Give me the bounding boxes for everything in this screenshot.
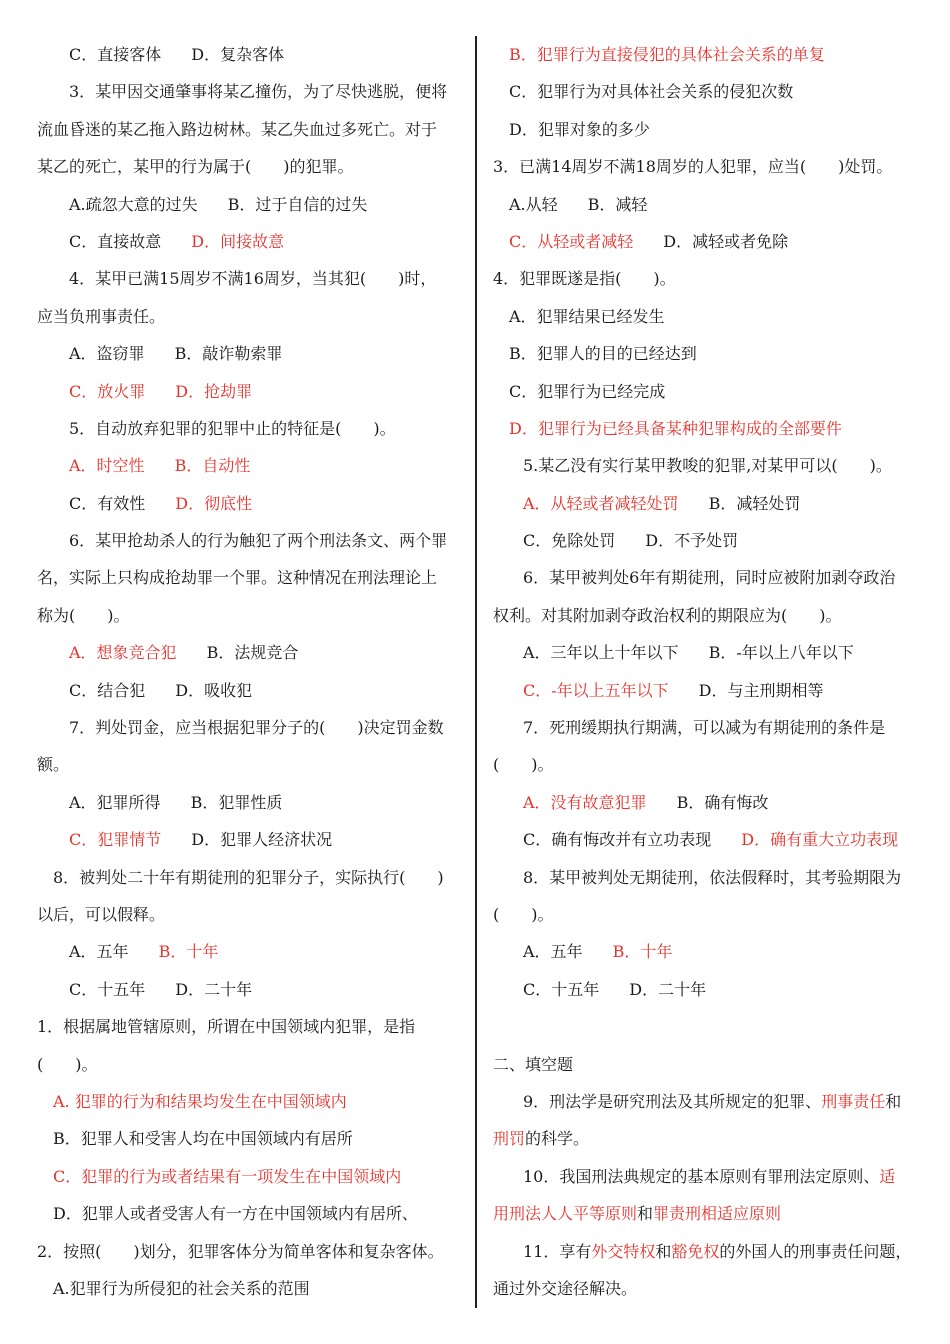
option-b: B．法规竞合	[206, 643, 299, 663]
question-6-text: 权利。对其附加剥夺政治权利的期限应为( )。	[493, 605, 842, 625]
question-1-text: 1．根据属地管辖原则，所谓在中国领域内犯罪，是指	[37, 1017, 416, 1037]
question-6-text: 6．某甲抢劫杀人的行为触犯了两个刑法条文、两个罪	[69, 531, 448, 551]
option-a: A.从轻	[509, 194, 558, 214]
option-c: C．直接故意	[69, 231, 162, 251]
question-8-text: ( )。	[493, 904, 554, 924]
question-3-text: 3．已满14周岁不满18周岁的人犯罪，应当( )处罚。	[493, 157, 893, 177]
option-d: D．犯罪对象的多少	[509, 119, 650, 139]
option-b: B．减轻	[587, 194, 648, 214]
option-d-answer: D．确有重大立功表现	[741, 830, 899, 850]
option-row	[37, 485, 462, 522]
question-text: 和	[655, 1241, 672, 1261]
option-b: B．敲诈勒索罪	[174, 344, 283, 364]
option-row	[37, 447, 462, 484]
option-row	[37, 634, 462, 671]
option-c: C．十五年	[523, 979, 600, 999]
blank-answer: 刑罚	[493, 1129, 526, 1149]
question-4-text: 4．某甲已满15周岁不满16周岁，当其犯( )时，	[69, 269, 437, 289]
option-c: C．直接客体	[69, 45, 162, 64]
option-a-answer: A．想象竞合犯	[69, 643, 177, 663]
option-b: B．减轻处罚	[708, 493, 801, 513]
question-11-text	[493, 1233, 918, 1270]
option-a: A.犯罪行为所侵犯的社会关系的范围	[53, 1278, 310, 1298]
option-c: C．免除处罚	[523, 531, 616, 551]
option-row	[493, 223, 918, 260]
option-row	[493, 634, 918, 671]
question-10-text	[493, 1195, 918, 1232]
option-d: D．犯罪人经济状况	[191, 830, 333, 850]
blank-answer: 适	[879, 1166, 896, 1186]
question-7-text: ( )。	[493, 755, 554, 775]
option-c: C．有效性	[69, 493, 146, 513]
option-d-answer: D．抢劫罪	[175, 381, 253, 401]
option-a: A．犯罪所得	[69, 792, 161, 812]
option-row	[493, 485, 918, 522]
option-d: D．减轻或者免除	[663, 231, 789, 251]
option-d: D．二十年	[629, 979, 707, 999]
option-b: B．过于自信的过失	[227, 194, 368, 214]
option-a: A．三年以上十年以下	[523, 643, 679, 663]
question-6-text: 名，实际上只构成抢劫罪一个罪。这种情况在刑法理论上	[37, 568, 438, 588]
option-row	[37, 373, 462, 410]
option-c-answer: C．犯罪情节	[69, 830, 162, 850]
question-text: 11．享有	[523, 1241, 592, 1261]
option-b-answer: B．犯罪行为直接侵犯的具体社会关系的单复	[509, 45, 825, 64]
question-8-text: 8．某甲被判处无期徒刑，依法假释时，其考验期限为	[523, 867, 902, 887]
blank-answer: 罪责刑相适应原则	[653, 1204, 782, 1224]
question-5-text: 5．自动放弃犯罪的犯罪中止的特征是( )。	[69, 418, 396, 438]
left-column	[37, 36, 462, 1307]
question-7-text: 7．死刑缓期执行期满，可以减为有期徒刑的条件是	[523, 718, 886, 738]
question-3-text: 流血昏迷的某乙拖入路边树林。某乙失血过多死亡。对于	[37, 119, 438, 139]
option-b: B．确有悔改	[676, 792, 769, 812]
question-4-text: 应当负刑事责任。	[37, 306, 166, 326]
section-heading: 二、填空题	[493, 1054, 574, 1074]
option-b: B．-年以上八年以下	[708, 643, 854, 663]
question-5-text: 5.某乙没有实行某甲教唆的犯罪,对某甲可以( )。	[523, 456, 892, 476]
option-a-answer: A．时空性	[69, 456, 145, 476]
question-3-text: 某乙的死亡，某甲的行为属于( )的犯罪。	[37, 157, 354, 177]
option-d: D．不予处罚	[645, 531, 739, 551]
option-row	[37, 971, 462, 1008]
option-b-answer: B．十年	[612, 942, 673, 962]
option-c-answer: C．放火罪	[69, 381, 146, 401]
question-11-text: 通过外交途径解决。	[493, 1278, 638, 1298]
blank-answer: 外交特权	[591, 1241, 656, 1261]
question-text: 10．我国刑法典规定的基本原则有罪刑法定原则、	[523, 1166, 880, 1186]
option-row	[493, 672, 918, 709]
blank-answer: 刑事责任	[821, 1091, 886, 1111]
option-row	[493, 821, 918, 858]
option-row	[37, 223, 462, 260]
option-b: B．犯罪人和受害人均在中国领域内有居所	[53, 1129, 353, 1149]
question-8-text: 8．被判处二十年有期徒刑的犯罪分子，实际执行( )	[53, 867, 444, 887]
question-text: 的外国人的刑事责任问题，	[719, 1241, 912, 1261]
question-text: 9．刑法学是研究刑法及其所规定的犯罪、	[523, 1091, 822, 1111]
option-a-answer: A．没有故意犯罪	[523, 792, 647, 812]
option-row	[37, 672, 462, 709]
option-row	[37, 933, 462, 970]
column-divider	[475, 36, 477, 1308]
option-a: A.疏忽大意的过失	[69, 194, 198, 214]
option-b-answer: B．自动性	[174, 456, 251, 476]
option-row	[37, 784, 462, 821]
option-a: A．五年	[69, 942, 129, 962]
option-row	[493, 784, 918, 821]
question-8-text: 以后，可以假释。	[37, 904, 166, 924]
option-row	[37, 821, 462, 858]
option-c-answer: C．从轻或者减轻	[509, 231, 634, 251]
option-a: A．五年	[523, 942, 583, 962]
option-c: C．犯罪行为对具体社会关系的侵犯次数	[509, 82, 794, 102]
question-10-text	[493, 1158, 918, 1195]
question-2-text: 2．按照( )划分，犯罪客体分为简单客体和复杂客体。	[37, 1241, 444, 1261]
option-b: B．犯罪人的目的已经达到	[509, 344, 697, 364]
option-a: A．犯罪结果已经发生	[509, 306, 665, 326]
question-text: 的科学。	[525, 1129, 590, 1149]
blank-answer: 豁免权	[671, 1241, 720, 1261]
option-row	[37, 36, 462, 73]
option-b: B．犯罪性质	[190, 792, 283, 812]
option-d-answer: D．间接故意	[191, 231, 285, 251]
question-7-text: 额。	[37, 755, 70, 775]
question-4-text: 4．犯罪既遂是指( )。	[493, 269, 676, 289]
option-c-answer: C．-年以上五年以下	[523, 680, 669, 700]
question-9-text	[493, 1120, 918, 1157]
option-d-answer: D．彻底性	[175, 493, 253, 513]
option-c: C．十五年	[69, 979, 146, 999]
question-9-text	[493, 1083, 918, 1120]
option-c: C．犯罪行为已经完成	[509, 381, 666, 401]
question-text: 和	[885, 1091, 902, 1111]
option-row	[37, 186, 462, 223]
question-6-text: 称为( )。	[37, 605, 130, 625]
option-row	[493, 933, 918, 970]
option-d: D．犯罪人或者受害人有一方在中国领域内有居所、	[53, 1204, 418, 1224]
option-row	[37, 335, 462, 372]
option-d: D．吸收犯	[175, 680, 253, 700]
spacer	[493, 1008, 918, 1045]
option-d: D．与主刑期相等	[698, 680, 824, 700]
right-column	[493, 36, 918, 1307]
blank-answer: 用刑法人人平等原则	[493, 1204, 638, 1224]
option-a-answer: A．从轻或者减轻处罚	[523, 493, 679, 513]
option-c: C．确有悔改并有立功表现	[523, 830, 712, 850]
option-row	[493, 186, 918, 223]
option-c-answer: C．犯罪的行为或者结果有一项发生在中国领域内	[53, 1166, 402, 1186]
option-b-answer: B．十年	[158, 942, 219, 962]
option-d-answer: D．犯罪行为已经具备某种犯罪构成的全部要件	[509, 418, 842, 438]
option-row	[493, 971, 918, 1008]
question-7-text: 7．判处罚金，应当根据犯罪分子的( )决定罚金数	[69, 718, 444, 738]
option-a-answer: A. 犯罪的行为和结果均发生在中国领域内	[53, 1091, 347, 1111]
option-a: A．盗窃罪	[69, 344, 145, 364]
option-d: D．二十年	[175, 979, 253, 999]
option-c: C．结合犯	[69, 680, 146, 700]
question-6-text: 6．某甲被判处6年有期徒刑，同时应被附加剥夺政治	[523, 568, 896, 588]
question-text: 和	[637, 1204, 654, 1224]
option-d: D．复杂客体	[191, 45, 285, 64]
question-1-text: ( )。	[37, 1054, 98, 1074]
question-3-text: 3．某甲因交通肇事将某乙撞伤，为了尽快逃脱，便将	[69, 82, 448, 102]
option-row	[493, 522, 918, 559]
